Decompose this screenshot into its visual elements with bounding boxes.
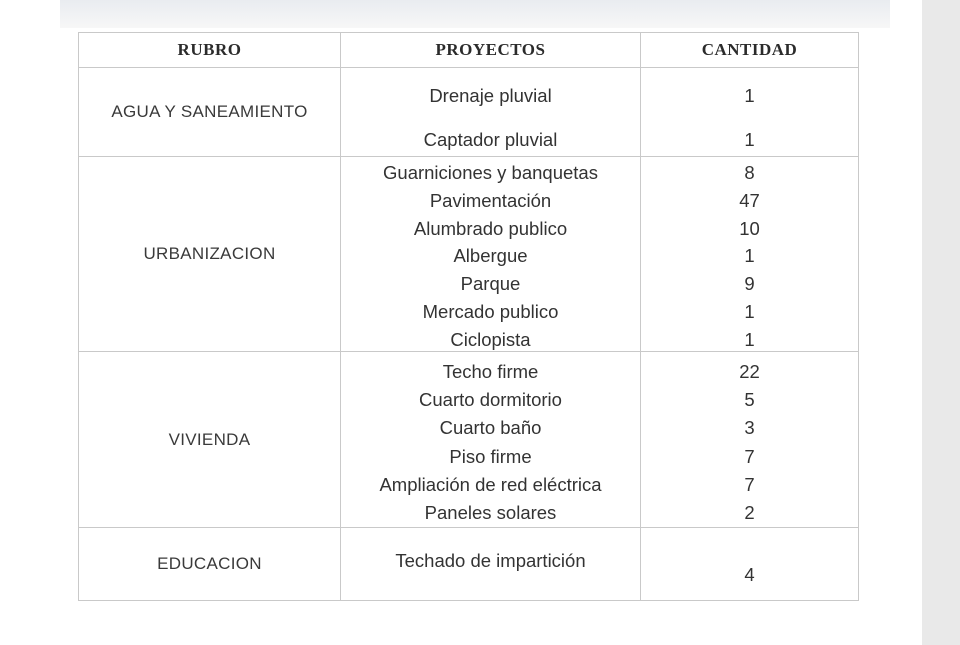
header-row [79,33,859,68]
proyecto-item: Pavimentación [429,189,552,211]
proyectos-cell [341,68,641,157]
proyecto-item: Techado de impartición [395,550,586,572]
proyecto-item: Ciclopista [450,328,531,350]
cantidad-item: 3 [744,417,755,439]
rubro-cell: EDUCACION [79,528,341,601]
cantidad-cell [641,68,859,157]
rubro-cell: URBANIZACION [79,157,341,352]
projects-table [78,32,859,601]
header-rubro: RUBRO [79,33,341,68]
proyecto-item: Cuarto baño [439,417,542,439]
proyecto-item: Alumbrado publico [413,217,568,239]
cantidad-item: 7 [744,445,755,467]
proyecto-item: Drenaje pluvial [429,85,552,106]
group-urbanizacion [79,157,859,352]
cantidad-item: 5 [744,389,755,411]
rubro-cell: AGUA Y SANEAMIENTO [79,68,341,157]
cantidad-item: 8 [744,162,755,183]
proyectos-cell [341,157,641,352]
cantidad-item: 47 [739,189,760,211]
rubro-cell: VIVIENDA [79,352,341,528]
cantidad-item: 1 [744,85,755,106]
cantidad-item: 7 [744,473,755,495]
cantidad-cell [641,157,859,352]
group-vivienda [79,352,859,528]
proyecto-item: Albergue [453,245,528,267]
cantidad-item: 2 [744,501,755,523]
cantidad-item: 1 [744,300,755,322]
proyecto-item: Mercado publico [422,300,559,322]
proyecto-item: Captador pluvial [423,129,558,150]
proyectos-cell [341,352,641,528]
proyecto-item: Cuarto dormitorio [419,389,562,411]
proyecto-item: Parque [460,273,521,295]
page-edge [922,0,960,645]
proyecto-item: Piso firme [449,445,532,467]
cantidad-item: 1 [744,328,755,350]
cantidad-cell [641,528,859,601]
header-cantidad: CANTIDAD [641,33,859,68]
cantidad-item: 4 [744,564,755,586]
cantidad-item: 1 [744,245,755,267]
proyecto-item: Ampliación de red eléctrica [379,473,602,495]
proyecto-item: Paneles solares [424,501,557,523]
group-educacion [79,528,859,601]
proyecto-item: Techo firme [442,361,539,383]
proyecto-item: Guarniciones y banquetas [383,162,598,183]
proyectos-cell [341,528,641,601]
group-agua-saneamiento [79,68,859,157]
header-proyectos: PROYECTOS [341,33,641,68]
cantidad-cell [641,352,859,528]
cantidad-item: 1 [744,129,755,150]
cantidad-item: 10 [739,217,760,239]
cantidad-item: 22 [739,361,760,383]
cantidad-item: 9 [744,273,755,295]
